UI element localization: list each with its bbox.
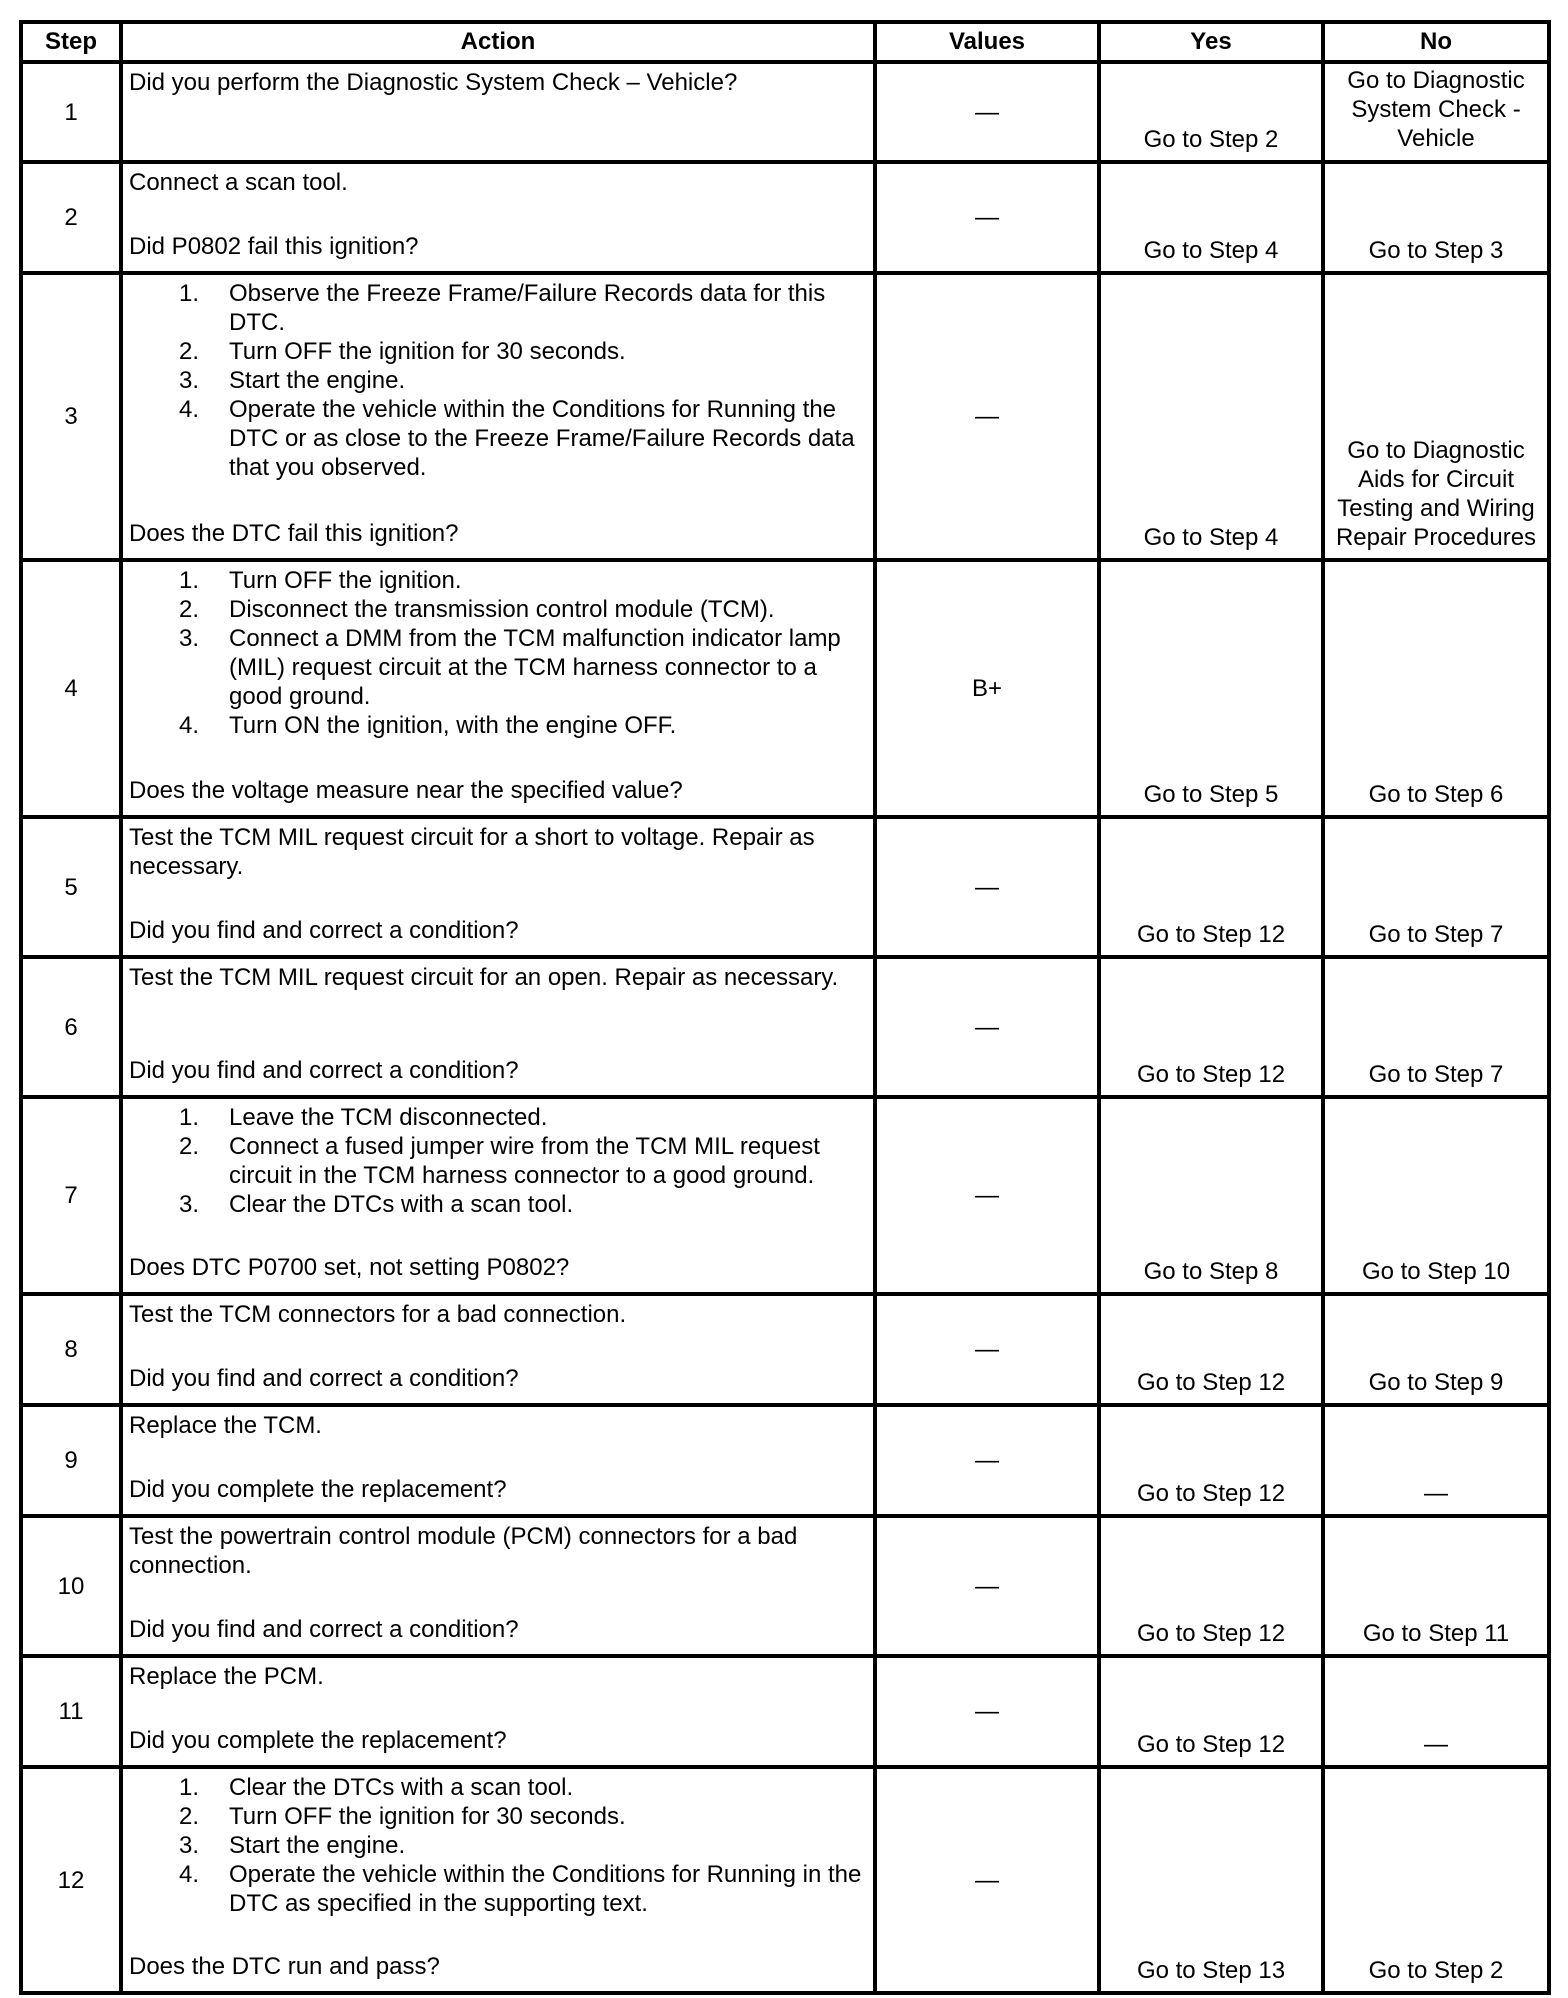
list-item — [129, 711, 867, 740]
action-instructions — [129, 1300, 867, 1329]
action-paragraph: Test the powertrain control module (PCM) connectors for a bad connection. — [129, 1523, 798, 1579]
no-link[interactable]: Go to Step 10 — [1361, 1258, 1511, 1285]
no-cell — [1323, 1294, 1549, 1405]
table-row — [21, 62, 1549, 162]
action-steps-list — [129, 566, 867, 740]
yes-link[interactable]: Go to Step 12 — [1136, 1620, 1286, 1647]
values-cell: — — [875, 162, 1099, 273]
action-instructions — [129, 1411, 867, 1440]
action-question: Does the voltage measure near the specified value? — [129, 777, 683, 804]
table-row — [21, 817, 1549, 957]
action-instructions — [129, 1773, 867, 1918]
list-item-number: 2. — [178, 1133, 199, 1160]
action-content — [123, 1407, 873, 1510]
values-cell: — — [875, 1656, 1099, 1767]
values-cell: — — [875, 1294, 1099, 1405]
action-content — [123, 959, 873, 1091]
list-item — [129, 1860, 867, 1918]
table-row — [21, 957, 1549, 1097]
list-item-number: 4. — [178, 1861, 199, 1888]
list-item-text: Connect a DMM from the TCM malfunction indicator lamp (MIL) request circuit at the TCM harness connector to a good ground. — [229, 625, 841, 710]
list-item-text: Operate the vehicle within the Conditions for Running the DTC or as close to the Freeze Frame/Failure Records data that you observed. — [229, 396, 855, 481]
no-cell — [1323, 62, 1549, 162]
action-cell — [121, 957, 875, 1097]
list-item-text: Turn OFF the ignition. — [229, 567, 462, 594]
yes-cell — [1099, 817, 1323, 957]
list-item-text: Observe the Freeze Frame/Failure Records data for this DTC. — [229, 280, 826, 336]
list-item-text: Start the engine. — [229, 367, 406, 394]
no-cell — [1323, 1767, 1549, 1993]
header-no: No — [1323, 22, 1549, 62]
action-paragraph: Test the TCM connectors for a bad connection. — [129, 1301, 627, 1328]
action-paragraph: Test the TCM MIL request circuit for an open. Repair as necessary. — [129, 964, 839, 991]
yes-cell — [1099, 1097, 1323, 1294]
list-item — [129, 279, 867, 337]
action-instructions — [129, 963, 867, 992]
action-instructions — [129, 1662, 867, 1691]
list-item-number: 3. — [178, 1191, 199, 1218]
step-cell: 2 — [21, 162, 121, 273]
list-item — [129, 566, 867, 595]
list-item-text: Leave the TCM disconnected. — [229, 1104, 548, 1131]
no-link[interactable]: Go to Step 9 — [1368, 1369, 1504, 1396]
yes-link[interactable]: Go to Step 2 — [1143, 126, 1279, 153]
step-cell: 4 — [21, 560, 121, 817]
no-cell — [1323, 1405, 1549, 1516]
list-item-text: Clear the DTCs with a scan tool. — [229, 1774, 574, 1801]
yes-link[interactable]: Go to Step 4 — [1143, 524, 1279, 551]
step-cell: 6 — [21, 957, 121, 1097]
action-question: Did P0802 fail this ignition? — [129, 233, 419, 260]
step-cell: 11 — [21, 1656, 121, 1767]
action-instructions — [129, 823, 867, 881]
yes-cell — [1099, 273, 1323, 560]
yes-link[interactable]: Go to Step 12 — [1136, 921, 1286, 948]
no-link[interactable]: Go to Step 11 — [1362, 1620, 1510, 1647]
action-content — [123, 64, 873, 156]
action-content — [123, 275, 873, 554]
action-cell — [121, 560, 875, 817]
list-item — [129, 595, 867, 624]
values-cell: — — [875, 62, 1099, 162]
table-row — [21, 1405, 1549, 1516]
no-cell — [1323, 1097, 1549, 1294]
no-cell — [1323, 162, 1549, 273]
values-cell: — — [875, 957, 1099, 1097]
list-item-number: 4. — [178, 396, 199, 423]
values-cell: — — [875, 817, 1099, 957]
values-cell: — — [875, 273, 1099, 560]
header-step: Step — [21, 22, 121, 62]
action-cell — [121, 162, 875, 273]
action-instructions — [129, 279, 867, 482]
values-cell: — — [875, 1516, 1099, 1656]
action-question: Did you find and correct a condition? — [129, 1365, 519, 1392]
step-cell: 10 — [21, 1516, 121, 1656]
action-cell — [121, 273, 875, 560]
table-row — [21, 162, 1549, 273]
action-steps-list — [129, 279, 867, 482]
yes-link[interactable]: Go to Step 12 — [1136, 1731, 1286, 1758]
list-item-number: 1. — [178, 280, 199, 307]
header-values: Values — [875, 22, 1099, 62]
action-cell — [121, 817, 875, 957]
yes-cell — [1099, 162, 1323, 273]
yes-cell — [1099, 1405, 1323, 1516]
list-item-number: 1. — [178, 1104, 199, 1131]
action-paragraph: Replace the TCM. — [129, 1412, 322, 1439]
yes-cell — [1099, 560, 1323, 817]
action-paragraph: Connect a scan tool. — [129, 169, 348, 196]
no-cell — [1323, 560, 1549, 817]
yes-cell — [1099, 1516, 1323, 1656]
list-item-text: Turn OFF the ignition for 30 seconds. — [229, 338, 626, 365]
list-item-text: Turn ON the ignition, with the engine OFF. — [229, 712, 677, 739]
action-cell — [121, 1097, 875, 1294]
yes-link[interactable]: Go to Step 12 — [1136, 1480, 1286, 1507]
list-item-number: 2. — [178, 338, 199, 365]
action-question: Did you complete the replacement? — [129, 1727, 507, 1754]
action-content — [123, 1658, 873, 1761]
list-item — [129, 624, 867, 711]
list-item-number: 3. — [178, 625, 199, 652]
list-item-text: Connect a fused jumper wire from the TCM MIL request circuit in the TCM harness connector to a good ground. — [229, 1133, 820, 1189]
action-cell — [121, 1294, 875, 1405]
no-link[interactable]: Go to Step 7 — [1368, 1061, 1504, 1088]
values-cell: — — [875, 1097, 1099, 1294]
list-item-text: Start the engine. — [229, 1832, 406, 1859]
table-row — [21, 1656, 1549, 1767]
no-cell — [1323, 273, 1549, 560]
action-cell — [121, 1656, 875, 1767]
list-item — [129, 1132, 867, 1190]
list-item-number: 3. — [178, 367, 199, 394]
action-paragraph: Test the TCM MIL request circuit for a short to voltage. Repair as necessary. — [129, 824, 815, 880]
list-item-number: 1. — [178, 1774, 199, 1801]
table-row — [21, 1516, 1549, 1656]
yes-link[interactable]: Go to Step 13 — [1136, 1957, 1286, 1984]
list-item-text: Clear the DTCs with a scan tool. — [229, 1191, 574, 1218]
action-cell — [121, 62, 875, 162]
action-instructions — [129, 168, 867, 197]
header-yes: Yes — [1099, 22, 1323, 62]
yes-link[interactable]: Go to Step 8 — [1143, 1258, 1279, 1285]
action-content — [123, 1099, 873, 1288]
action-instructions — [129, 1522, 867, 1580]
table-row — [21, 1294, 1549, 1405]
no-cell — [1323, 957, 1549, 1097]
action-content — [123, 1296, 873, 1399]
action-question: Does the DTC run and pass? — [129, 1953, 440, 1980]
action-question: Did you complete the replacement? — [129, 1476, 507, 1503]
action-content — [123, 164, 873, 267]
no-link[interactable]: Go to Diagnostic System Check - Vehicle — [1347, 66, 1525, 152]
action-cell — [121, 1767, 875, 1993]
list-item — [129, 1190, 867, 1219]
action-question: Did you find and correct a condition? — [129, 1616, 519, 1643]
diagnostic-table — [19, 20, 1551, 1995]
action-content — [123, 1769, 873, 1987]
step-cell: 3 — [21, 273, 121, 560]
list-item-number: 4. — [178, 712, 199, 739]
list-item — [129, 1802, 867, 1831]
yes-link[interactable]: Go to Step 12 — [1136, 1369, 1286, 1396]
no-link[interactable]: Go to Diagnostic Aids for Circuit Testing and Wiring Repair Procedures — [1335, 437, 1537, 551]
list-item-number: 2. — [178, 1803, 199, 1830]
no-link[interactable]: — — [1424, 1731, 1448, 1758]
action-steps-list — [129, 1773, 867, 1918]
action-question: Did you find and correct a condition? — [129, 917, 519, 944]
yes-cell — [1099, 957, 1323, 1097]
action-content — [123, 562, 873, 811]
step-cell: 8 — [21, 1294, 121, 1405]
action-cell — [121, 1516, 875, 1656]
action-question: Does the DTC fail this ignition? — [129, 520, 459, 547]
action-instructions — [129, 68, 867, 97]
action-question: Does DTC P0700 set, not setting P0802? — [129, 1254, 570, 1281]
action-content — [123, 1518, 873, 1650]
action-instructions — [129, 566, 867, 740]
list-item — [129, 1773, 867, 1802]
table-row — [21, 1767, 1549, 1993]
list-item — [129, 395, 867, 482]
no-link[interactable]: — — [1424, 1480, 1448, 1507]
step-cell: 5 — [21, 817, 121, 957]
table-row — [21, 1097, 1549, 1294]
yes-cell — [1099, 1656, 1323, 1767]
no-link[interactable]: Go to Step 6 — [1368, 781, 1504, 808]
action-cell — [121, 1405, 875, 1516]
list-item-number: 2. — [178, 596, 199, 623]
list-item — [129, 366, 867, 395]
no-cell — [1323, 1656, 1549, 1767]
step-cell: 1 — [21, 62, 121, 162]
list-item — [129, 337, 867, 366]
action-question: Did you find and correct a condition? — [129, 1057, 519, 1084]
action-paragraph: Replace the PCM. — [129, 1663, 324, 1690]
no-link[interactable]: Go to Step 2 — [1368, 1957, 1504, 1984]
no-cell — [1323, 817, 1549, 957]
table-row — [21, 273, 1549, 560]
action-instructions — [129, 1103, 867, 1219]
list-item-number: 3. — [178, 1832, 199, 1859]
values-cell: — — [875, 1405, 1099, 1516]
yes-link[interactable]: Go to Step 5 — [1143, 781, 1279, 808]
header-action: Action — [121, 22, 875, 62]
action-steps-list — [129, 1103, 867, 1219]
list-item-text: Turn OFF the ignition for 30 seconds. — [229, 1803, 626, 1830]
values-cell: — — [875, 1767, 1099, 1993]
list-item-number: 1. — [178, 567, 199, 594]
list-item-text: Disconnect the transmission control module (TCM). — [229, 596, 775, 623]
list-item-text: Operate the vehicle within the Conditions for Running in the DTC as specified in the supporting text. — [229, 1861, 862, 1917]
yes-link[interactable]: Go to Step 12 — [1136, 1061, 1286, 1088]
table-header-row — [21, 22, 1549, 62]
step-cell: 7 — [21, 1097, 121, 1294]
step-cell: 9 — [21, 1405, 121, 1516]
table-row — [21, 560, 1549, 817]
yes-cell — [1099, 62, 1323, 162]
no-cell — [1323, 1516, 1549, 1656]
yes-cell — [1099, 1767, 1323, 1993]
step-cell: 12 — [21, 1767, 121, 1993]
values-cell: B+ — [875, 560, 1099, 817]
list-item — [129, 1831, 867, 1860]
yes-cell — [1099, 1294, 1323, 1405]
yes-link[interactable]: Go to Step 4 — [1143, 237, 1279, 264]
no-link[interactable]: Go to Step 7 — [1368, 921, 1504, 948]
action-content — [123, 819, 873, 951]
list-item — [129, 1103, 867, 1132]
no-link[interactable]: Go to Step 3 — [1368, 237, 1504, 264]
action-paragraph: Did you perform the Diagnostic System Check – Vehicle? — [129, 69, 738, 96]
